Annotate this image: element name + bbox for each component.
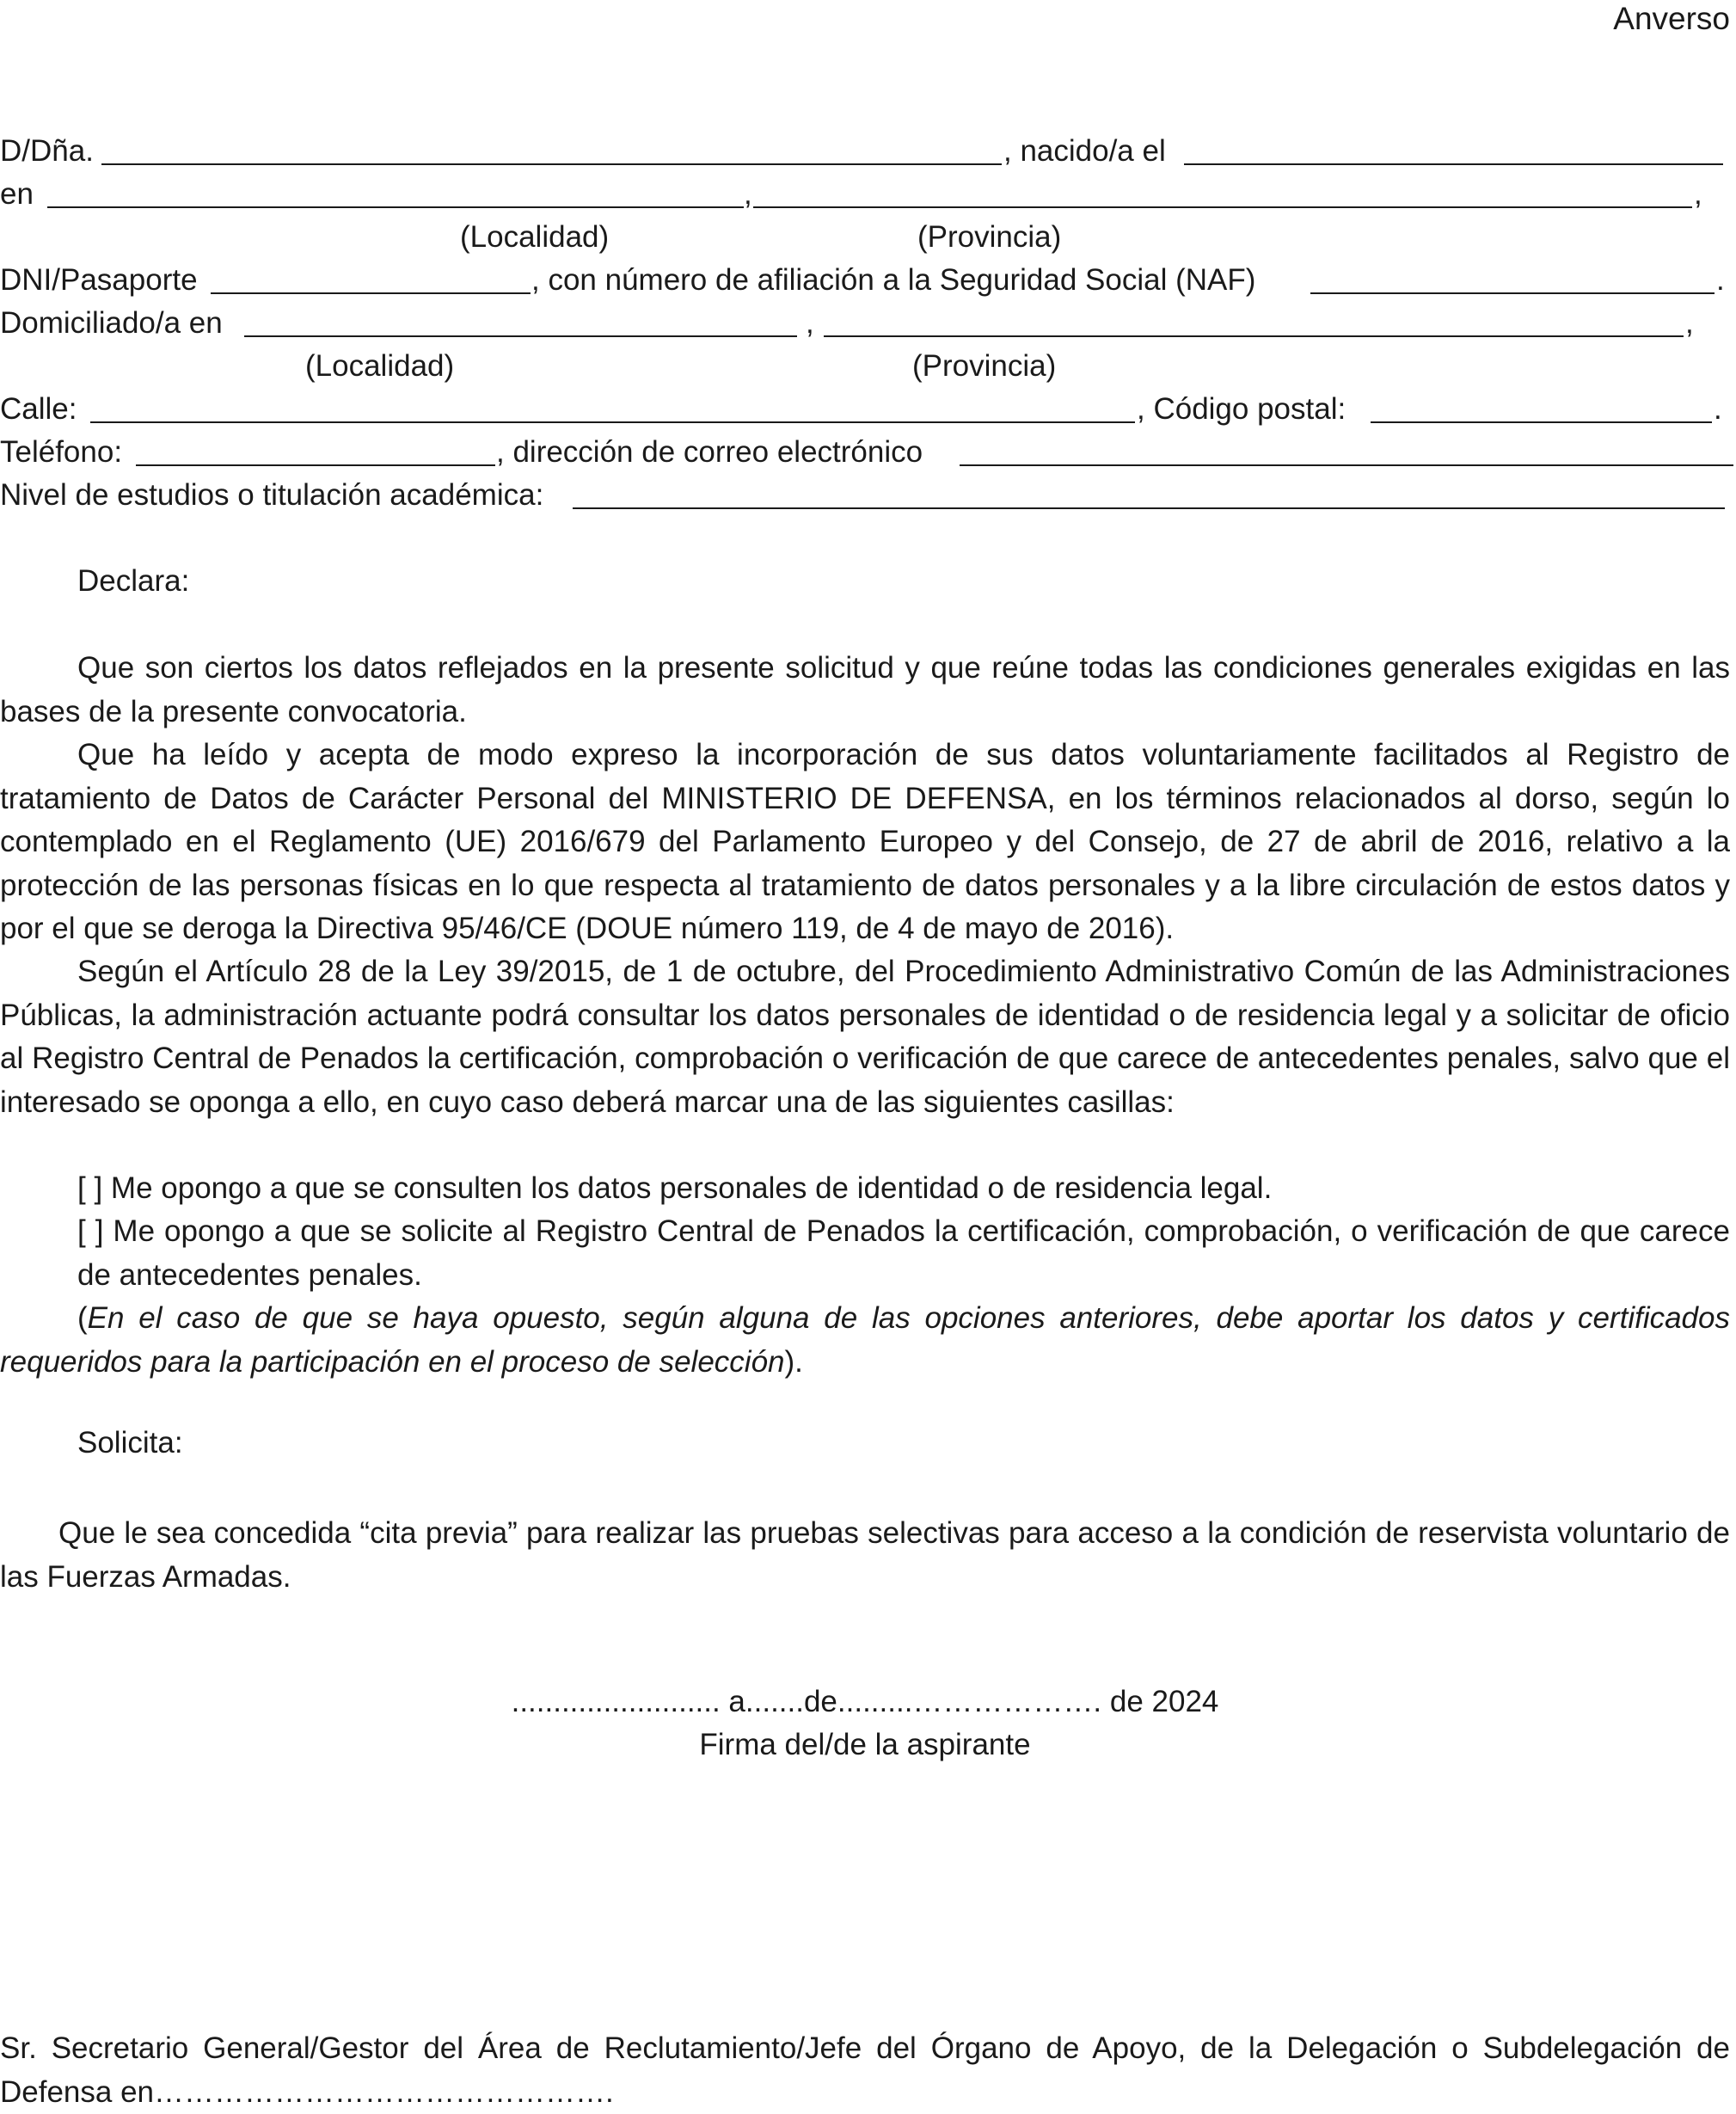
locality-caption: (Localidad) [305,349,455,383]
page-side-label: Anverso [1613,1,1730,36]
checkbox-2-label: Me opongo a que se solicite al Registro Central de Penados la certificación, comprobación, o verificación de que carece de antecedentes penales. [77,1214,1730,1292]
note-close-paren: ). [784,1344,803,1379]
declaration-paragraph-1: Que son ciertos los datos reflejados en la presente solicitud y que reúne todas las condiciones generales exigidas en las bases de la presente convocatoria. [0,651,1730,728]
opposition-note [0,1297,1730,1384]
birth-date-field[interactable] [1184,163,1723,165]
dni-label: DNI/Pasaporte [0,263,198,297]
birth-date-label: , nacido/a el [1003,134,1166,168]
name-field[interactable] [101,163,1002,165]
addressee-footer: Sr. Secretario General/Gestor del Área de Reclutamiento/Jefe del Órgano de Apoyo, de la Delegación o Subdelegación de Defensa en………………………………………. [0,2031,1730,2109]
note-open-paren: ( [77,1301,88,1335]
phone-field[interactable] [136,464,495,466]
opt-out-option-2 [77,1210,1730,1297]
note-text: En el caso de que se haya opuesto, según alguna de las opciones anteriores, debe aportar los datos y certificados requeridos para la participación en el proceso de selección [0,1301,1730,1379]
solicita-heading: Solicita: [77,1426,183,1460]
domicile-province-field[interactable] [824,335,1684,337]
checkbox-1-label: Me opongo a que se consulten los datos personales de identidad o de residencia legal. [110,1171,1273,1205]
request-paragraph: Que le sea concedida “cita previa” para realizar las pruebas selectivas para acceso a la condición de reservista voluntario de las Fuerzas Armadas. [0,1516,1730,1594]
birth-locality-field[interactable] [47,206,744,208]
declara-heading: Declara: [77,564,190,598]
declaration-paragraph-2: Que ha leído y acepta de modo expreso la incorporación de sus datos voluntariamente facilitados al Registro de tratamiento de Datos de Carácter Personal del MINISTERIO DE DEFENSA, en los términos relacionados al dorso, según lo contemplado en el Reglamento (UE) 2016/679 del Parlamento Europeo y del Consejo, de 27 de abril de 2016, relativo a la protección de las personas físicas en lo que respecta al tratamiento de datos personales y a la libre circulación de estos datos y por el que se deroga la Directiva 95/46/CE (DOUE número 119, de 4 de mayo de 2016). [0,738,1730,945]
education-field[interactable] [573,507,1725,509]
separator-period: . [1716,263,1725,297]
birthplace-label: en [0,177,34,211]
email-label: , dirección de correo electrónico [496,435,923,469]
street-label: Calle: [0,392,77,426]
phone-label: Teléfono: [0,435,123,469]
education-label: Nivel de estudios o titulación académica: [0,478,544,512]
postal-code-field[interactable] [1371,421,1712,423]
separator-period: . [1714,392,1722,426]
domicile-locality-field[interactable] [244,335,797,337]
name-prefix-label: D/Dña. [0,134,94,168]
separator-comma: , [1685,306,1694,340]
email-field[interactable] [960,464,1733,466]
province-caption: (Provincia) [917,220,1062,254]
signature-caption: Firma del/de la aspirante [699,1728,1031,1761]
declaration-paragraph-3: Según el Artículo 28 de la Ley 39/2015, de 1 de octubre, del Procedimiento Administrativo Común de las Administraciones Públicas, la administración actuante podrá consultar los datos personales de identidad o de residencia legal y a solicitar de oficio al Registro Central de Penados la certificación, comprobación o verificación de que carece de antecedentes penales, salvo que el interesado se oponga a ello, en cuyo caso deberá marcar una de las siguientes casillas: [0,955,1730,1119]
checkbox-1[interactable]: [ ] [77,1171,103,1205]
separator-comma: , [744,177,752,211]
signature-date-line: ......................... a.......de.........………………. de 2024 [511,1685,1219,1718]
naf-field[interactable] [1310,292,1715,294]
checkbox-2[interactable]: [ ] [77,1214,104,1248]
birth-province-field[interactable] [753,206,1692,208]
naf-label: , con número de afiliación a la Seguridad Social (NAF) [531,263,1256,297]
dni-field[interactable] [211,292,531,294]
separator-comma: , [806,306,814,340]
province-caption: (Provincia) [912,349,1057,383]
domicile-label: Domiciliado/a en [0,306,223,340]
street-field[interactable] [90,421,1135,423]
separator-comma: , [1694,177,1702,211]
opt-out-option-1 [77,1167,1730,1211]
postal-code-label: , Código postal: [1137,392,1346,426]
locality-caption: (Localidad) [460,220,610,254]
